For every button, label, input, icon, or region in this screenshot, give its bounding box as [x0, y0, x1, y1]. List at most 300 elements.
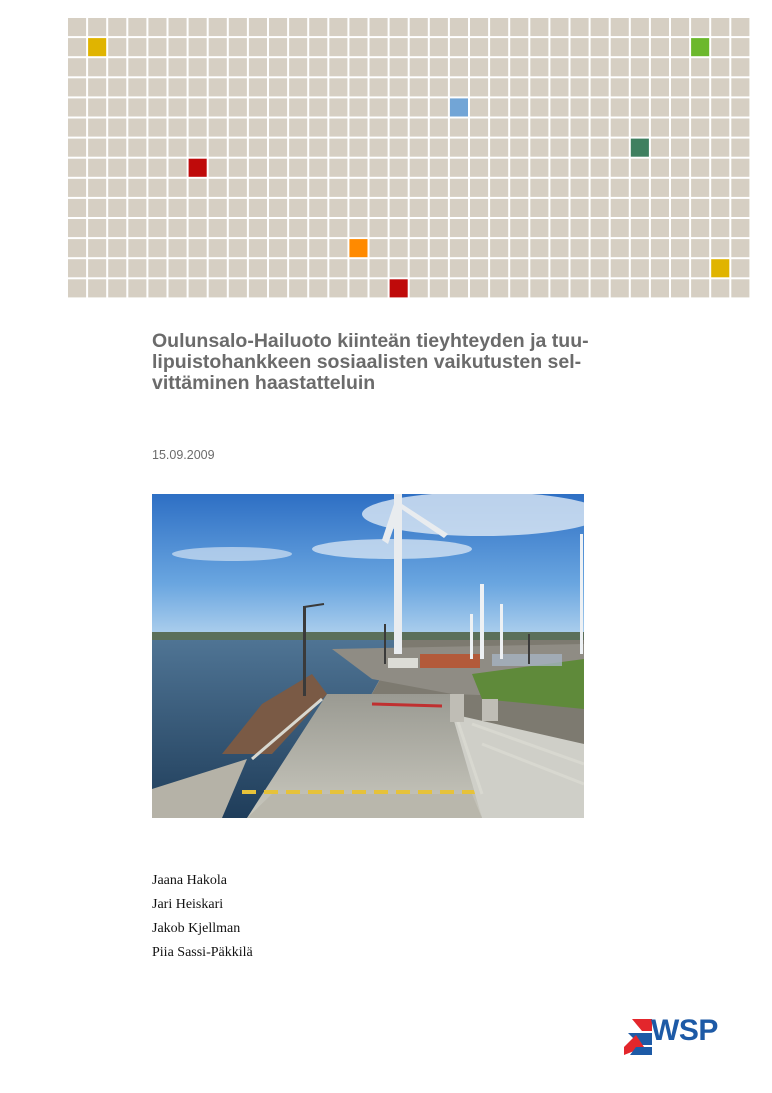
grid-cell — [189, 119, 207, 137]
grid-cell — [550, 199, 568, 217]
grid-cell — [550, 98, 568, 116]
grid-cell — [68, 78, 86, 96]
grid-cell — [370, 179, 388, 197]
grid-cell — [169, 139, 187, 157]
grid-cell — [269, 279, 287, 297]
grid-cell — [731, 279, 749, 297]
grid-cell — [229, 239, 247, 257]
grid-cell — [269, 58, 287, 76]
grid-cell — [370, 18, 388, 36]
grid-cell — [329, 18, 347, 36]
grid-cell — [530, 139, 548, 157]
grid-cell — [349, 139, 367, 157]
grid-cell — [611, 18, 629, 36]
grid-cell — [88, 199, 106, 217]
grid-cell — [550, 78, 568, 96]
grid-cell — [88, 78, 106, 96]
grid-cell — [430, 119, 448, 137]
grid-cell — [128, 119, 146, 137]
grid-cell — [510, 239, 528, 257]
grid-cell — [329, 279, 347, 297]
grid-cell — [229, 119, 247, 137]
grid-cell — [249, 18, 267, 36]
grid-cell — [611, 259, 629, 277]
grid-cell — [289, 58, 307, 76]
grid-cell — [631, 159, 649, 177]
grid-cell — [671, 279, 689, 297]
grid-cell — [229, 259, 247, 277]
grid-cell — [108, 78, 126, 96]
grid-cell — [148, 18, 166, 36]
grid-cell — [571, 18, 589, 36]
grid-cell — [671, 199, 689, 217]
grid-cell — [410, 279, 428, 297]
grid-cell — [571, 58, 589, 76]
grid-cell — [571, 139, 589, 157]
grid-cell — [671, 38, 689, 56]
grid-cell — [88, 259, 106, 277]
grid-cell — [490, 139, 508, 157]
grid-cell — [269, 18, 287, 36]
grid-cell — [470, 279, 488, 297]
grid-cell — [470, 98, 488, 116]
grid-cell — [289, 78, 307, 96]
grid-cell — [229, 219, 247, 237]
grid-cell — [209, 159, 227, 177]
grid-cell — [731, 98, 749, 116]
grid-cell — [731, 78, 749, 96]
grid-cell — [148, 159, 166, 177]
grid-cell — [470, 219, 488, 237]
grid-cell — [169, 159, 187, 177]
grid-cell — [370, 159, 388, 177]
grid-cell — [189, 199, 207, 217]
author-item: Jari Heiskari — [152, 897, 224, 912]
grid-cell — [370, 259, 388, 277]
grid-cell — [651, 98, 669, 116]
grid-cell — [450, 119, 468, 137]
grid-cell — [189, 78, 207, 96]
grid-cell — [450, 239, 468, 257]
grid-cell — [128, 259, 146, 277]
grid-cell — [128, 179, 146, 197]
grid-cell — [591, 18, 609, 36]
grid-cell — [691, 279, 709, 297]
grid-cell — [731, 199, 749, 217]
grid-cell — [128, 38, 146, 56]
grid-cell — [430, 219, 448, 237]
grid-cell — [530, 18, 548, 36]
grid-cell — [510, 279, 528, 297]
grid-cell — [631, 219, 649, 237]
grid-cell — [631, 98, 649, 116]
grid-cell — [671, 18, 689, 36]
grid-cell — [249, 119, 267, 137]
grid-cell — [731, 119, 749, 137]
grid-cell — [470, 239, 488, 257]
cover-photo — [152, 494, 584, 818]
grid-cell — [410, 179, 428, 197]
grid-cell — [611, 159, 629, 177]
grid-accent-cell — [88, 38, 106, 56]
grid-cell — [691, 139, 709, 157]
grid-cell — [229, 179, 247, 197]
grid-cell — [731, 179, 749, 197]
grid-cell — [631, 18, 649, 36]
grid-cell — [691, 18, 709, 36]
grid-cell — [691, 219, 709, 237]
grid-cell — [108, 219, 126, 237]
grid-cell — [68, 159, 86, 177]
grid-cell — [671, 259, 689, 277]
grid-cell — [611, 78, 629, 96]
grid-cell — [550, 159, 568, 177]
grid-cell — [169, 259, 187, 277]
grid-cell — [490, 239, 508, 257]
grid-cell — [571, 38, 589, 56]
title-line-1: Oulunsalo-Hailuoto kiinteän tieyhteyden ja tuu- — [152, 330, 589, 352]
grid-cell — [450, 18, 468, 36]
grid-cell — [470, 58, 488, 76]
grid-cell — [510, 219, 528, 237]
grid-cell — [530, 58, 548, 76]
grid-cell — [611, 119, 629, 137]
grid-cell — [711, 139, 729, 157]
grid-cell — [329, 259, 347, 277]
grid-cell — [550, 259, 568, 277]
grid-cell — [269, 179, 287, 197]
grid-cell — [611, 58, 629, 76]
grid-cell — [68, 259, 86, 277]
grid-cell — [108, 239, 126, 257]
grid-cell — [430, 78, 448, 96]
grid-cell — [591, 38, 609, 56]
grid-cell — [390, 199, 408, 217]
grid-cell — [249, 159, 267, 177]
grid-cell — [249, 279, 267, 297]
grid-cell — [651, 279, 669, 297]
grid-cell — [309, 119, 327, 137]
grid-cell — [128, 279, 146, 297]
grid-cell — [691, 159, 709, 177]
grid-cell — [108, 259, 126, 277]
grid-accent-cell — [450, 98, 468, 116]
author-item: Jaana Hakola — [152, 873, 228, 888]
grid-cell — [470, 159, 488, 177]
grid-cell — [229, 279, 247, 297]
grid-cell — [309, 239, 327, 257]
grid-cell — [571, 98, 589, 116]
grid-cell — [410, 139, 428, 157]
grid-cell — [209, 219, 227, 237]
grid-cell — [691, 259, 709, 277]
grid-cell — [671, 219, 689, 237]
grid-cell — [169, 239, 187, 257]
grid-cell — [370, 119, 388, 137]
grid-cell — [691, 239, 709, 257]
grid-cell — [68, 179, 86, 197]
grid-cell — [571, 159, 589, 177]
grid-cell — [370, 139, 388, 157]
decorative-grid-header — [68, 18, 751, 299]
grid-cell — [490, 179, 508, 197]
grid-cell — [691, 199, 709, 217]
grid-cell — [591, 159, 609, 177]
grid-cell — [390, 219, 408, 237]
grid-cell — [571, 199, 589, 217]
grid-cell — [88, 159, 106, 177]
grid-cell — [550, 219, 568, 237]
grid-cell — [631, 279, 649, 297]
grid-cell — [651, 159, 669, 177]
grid-cell — [390, 179, 408, 197]
grid-cell — [631, 259, 649, 277]
grid-cell — [430, 279, 448, 297]
grid-cell — [68, 58, 86, 76]
grid-cell — [88, 279, 106, 297]
grid-cell — [450, 58, 468, 76]
grid-cell — [329, 139, 347, 157]
document-date: 15.09.2009 — [152, 448, 215, 462]
grid-cell — [169, 18, 187, 36]
grid-cell — [450, 199, 468, 217]
grid-cell — [349, 58, 367, 76]
grid-cell — [289, 199, 307, 217]
grid-cell — [108, 159, 126, 177]
grid-cell — [470, 259, 488, 277]
grid-cell — [731, 18, 749, 36]
grid-cell — [731, 239, 749, 257]
grid-cell — [249, 239, 267, 257]
grid-cell — [148, 219, 166, 237]
grid-cell — [571, 279, 589, 297]
grid-cell — [591, 98, 609, 116]
grid-cell — [249, 98, 267, 116]
grid-cell — [349, 38, 367, 56]
grid-cell — [450, 179, 468, 197]
grid-cell — [430, 159, 448, 177]
grid-cell — [169, 58, 187, 76]
grid-cell — [229, 98, 247, 116]
grid-cell — [249, 139, 267, 157]
grid-cell — [229, 159, 247, 177]
grid-cell — [289, 239, 307, 257]
grid-cell — [671, 179, 689, 197]
grid-cell — [209, 179, 227, 197]
grid-cell — [410, 78, 428, 96]
grid-cell — [370, 58, 388, 76]
grid-cell — [128, 219, 146, 237]
grid-cell — [108, 139, 126, 157]
grid-cell — [390, 119, 408, 137]
grid-cell — [189, 98, 207, 116]
grid-cell — [148, 119, 166, 137]
grid-cell — [711, 179, 729, 197]
grid-cell — [470, 119, 488, 137]
grid-cell — [229, 199, 247, 217]
grid-cell — [390, 239, 408, 257]
grid-cell — [731, 38, 749, 56]
grid-cell — [128, 159, 146, 177]
grid-cell — [390, 58, 408, 76]
title-line-2: lipuistohankkeen sosiaalisten vaikutusten sel- — [152, 351, 582, 373]
grid-cell — [530, 259, 548, 277]
grid-cell — [88, 219, 106, 237]
grid-cell — [309, 58, 327, 76]
grid-cell — [530, 219, 548, 237]
grid-cell — [329, 38, 347, 56]
grid-mosaic — [68, 18, 751, 299]
grid-cell — [189, 239, 207, 257]
grid-accent-cell — [711, 259, 729, 277]
grid-cell — [249, 219, 267, 237]
grid-cell — [490, 58, 508, 76]
grid-cell — [390, 98, 408, 116]
grid-cell — [390, 78, 408, 96]
grid-cell — [711, 279, 729, 297]
grid-cell — [269, 239, 287, 257]
grid-cell — [651, 119, 669, 137]
grid-cell — [691, 179, 709, 197]
wsp-logo — [622, 1014, 740, 1057]
grid-cell — [591, 219, 609, 237]
grid-cell — [530, 38, 548, 56]
grid-cell — [691, 58, 709, 76]
grid-cell — [329, 199, 347, 217]
grid-cell — [209, 119, 227, 137]
grid-cell — [410, 159, 428, 177]
grid-cell — [390, 159, 408, 177]
grid-cell — [349, 159, 367, 177]
grid-cell — [390, 18, 408, 36]
grid-cell — [148, 279, 166, 297]
grid-cell — [148, 179, 166, 197]
grid-cell — [651, 38, 669, 56]
ferry-port-windmills-photo — [152, 494, 584, 818]
grid-cell — [349, 219, 367, 237]
grid-cell — [550, 239, 568, 257]
grid-cell — [430, 18, 448, 36]
grid-cell — [269, 78, 287, 96]
grid-cell — [209, 279, 227, 297]
grid-cell — [450, 78, 468, 96]
grid-cell — [108, 38, 126, 56]
grid-cell — [591, 179, 609, 197]
grid-cell — [651, 259, 669, 277]
grid-cell — [450, 38, 468, 56]
grid-cell — [189, 179, 207, 197]
grid-cell — [309, 159, 327, 177]
grid-cell — [611, 38, 629, 56]
grid-cell — [189, 259, 207, 277]
grid-cell — [108, 98, 126, 116]
grid-cell — [349, 98, 367, 116]
grid-cell — [229, 38, 247, 56]
grid-cell — [510, 119, 528, 137]
grid-cell — [249, 58, 267, 76]
wsp-logo-text: WSP — [651, 1014, 718, 1047]
grid-cell — [410, 199, 428, 217]
grid-cell — [128, 139, 146, 157]
grid-cell — [430, 98, 448, 116]
grid-cell — [209, 18, 227, 36]
grid-cell — [108, 119, 126, 137]
grid-cell — [651, 199, 669, 217]
grid-cell — [470, 179, 488, 197]
grid-cell — [148, 259, 166, 277]
grid-cell — [88, 98, 106, 116]
grid-cell — [349, 259, 367, 277]
grid-cell — [510, 199, 528, 217]
grid-cell — [470, 18, 488, 36]
grid-cell — [490, 219, 508, 237]
grid-cell — [349, 179, 367, 197]
document-title — [152, 331, 652, 394]
author-item: Piia Sassi-Päkkilä — [152, 945, 253, 960]
grid-cell — [349, 78, 367, 96]
grid-cell — [68, 239, 86, 257]
grid-cell — [169, 219, 187, 237]
grid-cell — [128, 199, 146, 217]
grid-cell — [169, 179, 187, 197]
grid-cell — [309, 259, 327, 277]
grid-cell — [731, 139, 749, 157]
grid-cell — [450, 279, 468, 297]
grid-cell — [591, 119, 609, 137]
grid-cell — [510, 38, 528, 56]
grid-cell — [289, 279, 307, 297]
grid-cell — [430, 38, 448, 56]
grid-cell — [651, 58, 669, 76]
grid-cell — [731, 219, 749, 237]
grid-cell — [370, 199, 388, 217]
grid-cell — [88, 179, 106, 197]
grid-cell — [329, 179, 347, 197]
grid-cell — [651, 139, 669, 157]
grid-cell — [229, 18, 247, 36]
grid-cell — [591, 259, 609, 277]
grid-cell — [309, 78, 327, 96]
grid-cell — [68, 18, 86, 36]
grid-cell — [470, 38, 488, 56]
grid-cell — [189, 219, 207, 237]
grid-cell — [550, 38, 568, 56]
grid-cell — [591, 78, 609, 96]
grid-cell — [289, 179, 307, 197]
grid-cell — [691, 98, 709, 116]
grid-cell — [550, 58, 568, 76]
grid-cell — [108, 18, 126, 36]
grid-cell — [329, 239, 347, 257]
grid-cell — [289, 159, 307, 177]
grid-cell — [410, 58, 428, 76]
grid-cell — [490, 78, 508, 96]
grid-cell — [430, 239, 448, 257]
grid-cell — [229, 139, 247, 157]
grid-cell — [88, 18, 106, 36]
grid-cell — [148, 58, 166, 76]
grid-cell — [410, 98, 428, 116]
grid-cell — [510, 159, 528, 177]
grid-cell — [88, 58, 106, 76]
grid-cell — [68, 38, 86, 56]
grid-cell — [410, 18, 428, 36]
grid-cell — [249, 78, 267, 96]
grid-cell — [510, 179, 528, 197]
grid-accent-cell — [349, 239, 367, 257]
grid-cell — [128, 58, 146, 76]
grid-cell — [571, 219, 589, 237]
